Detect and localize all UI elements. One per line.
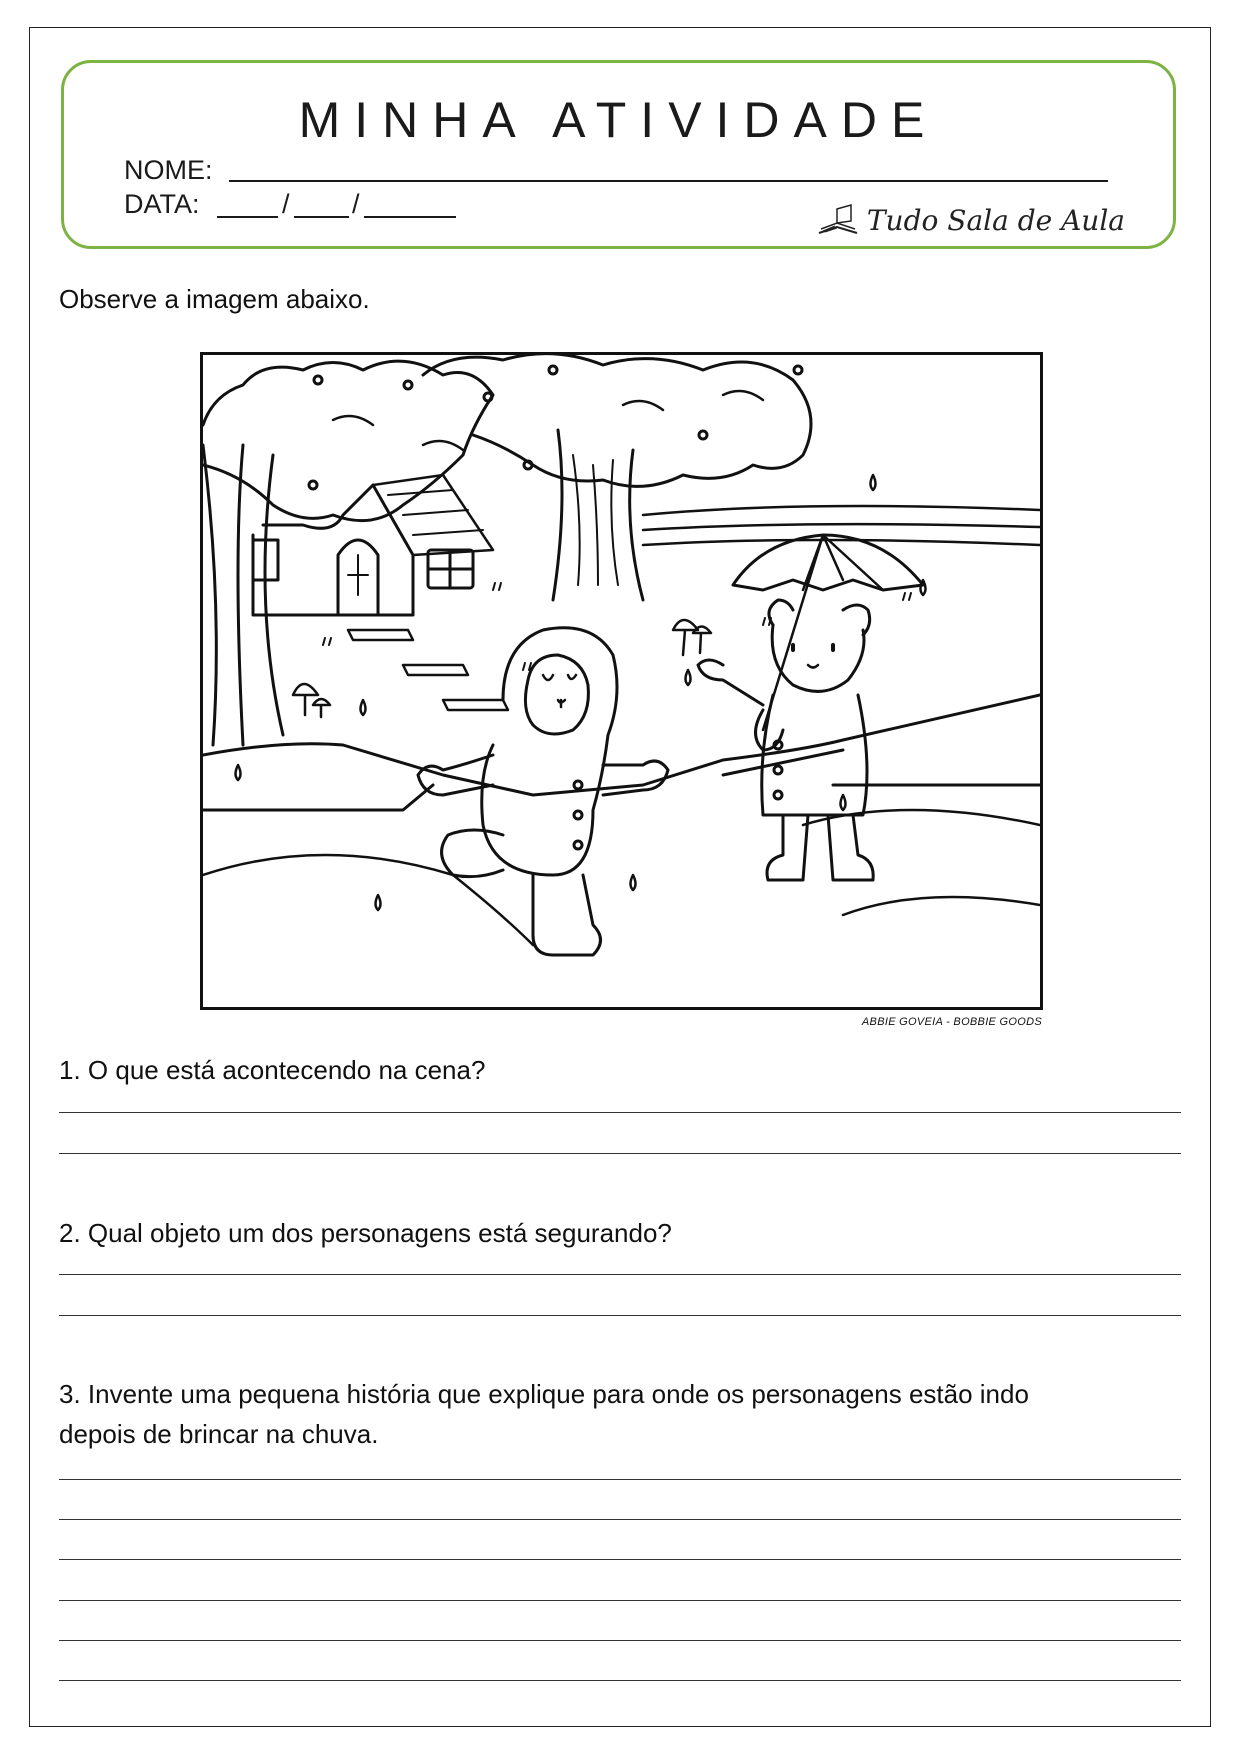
answer-line[interactable]	[59, 1680, 1181, 1681]
question-3-line-1: 3. Invente uma pequena história que explique para onde os personagens estão indo	[59, 1379, 1029, 1409]
dog-character	[418, 628, 668, 955]
question-1: 1. O que está acontecendo na cena?	[59, 1055, 486, 1085]
sidewalk	[203, 695, 1040, 795]
instruction-text: Observe a imagem abaixo.	[59, 284, 370, 314]
date-day-field[interactable]	[217, 216, 278, 218]
date-month-field[interactable]	[294, 216, 349, 218]
date-separator: /	[352, 189, 360, 219]
answer-line[interactable]	[59, 1274, 1181, 1275]
page-title: MINHA ATIVIDADE	[298, 92, 939, 148]
date-separator: /	[282, 189, 290, 219]
tree-canopy-right	[423, 355, 811, 486]
name-field[interactable]	[229, 180, 1108, 182]
question-2: 2. Qual objeto um dos personagens está segurando?	[59, 1218, 672, 1248]
question-3	[59, 1374, 1181, 1454]
answer-line[interactable]	[59, 1112, 1181, 1113]
answer-line[interactable]	[59, 1315, 1181, 1316]
answer-line[interactable]	[59, 1640, 1181, 1641]
answer-line[interactable]	[59, 1519, 1181, 1520]
bear-character	[698, 535, 923, 880]
name-label: NOME:	[124, 155, 213, 185]
brand-logo	[815, 203, 1125, 237]
answer-line[interactable]	[59, 1559, 1181, 1560]
date-label: DATA:	[124, 189, 200, 219]
date-year-field[interactable]	[364, 216, 456, 218]
tree-canopy-left	[203, 361, 493, 521]
question-3-line-2: depois de brincar na chuva.	[59, 1419, 379, 1449]
brand-name: Tudo Sala de Aula	[866, 204, 1125, 237]
tree-trunk-left	[238, 445, 283, 745]
header-box	[61, 60, 1176, 249]
coloring-illustration	[200, 352, 1043, 1010]
answer-line[interactable]	[59, 1600, 1181, 1601]
answer-line[interactable]	[59, 1479, 1181, 1480]
book-icon	[815, 203, 861, 237]
answer-line[interactable]	[59, 1153, 1181, 1154]
illustration-credit: ABBIE GOVEIA - BOBBIE GOODS	[861, 1016, 1042, 1028]
